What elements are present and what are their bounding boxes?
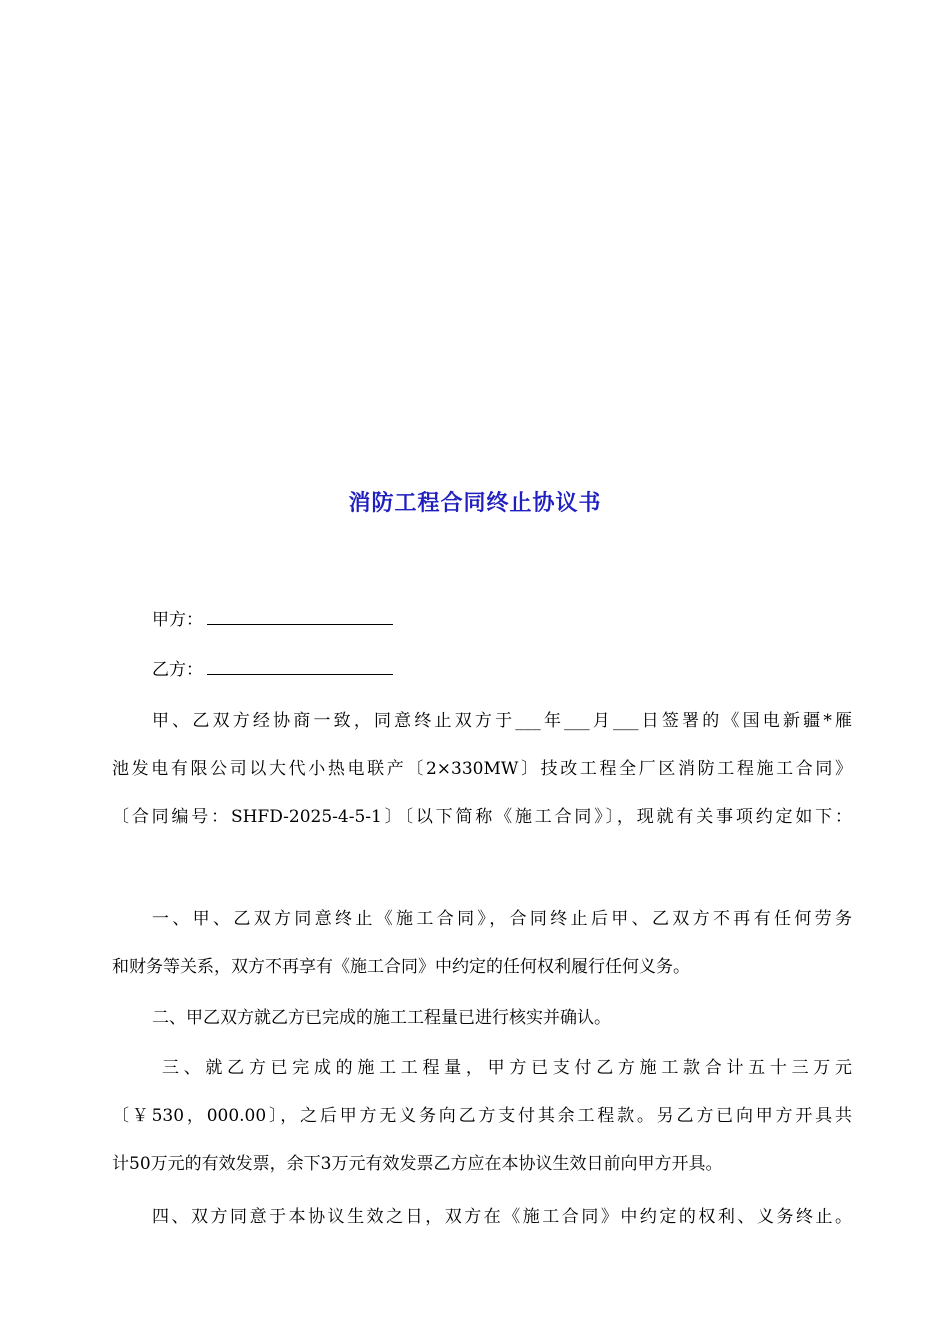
preamble-line-3: 〔合同编号：SHFD-2025-4-5-1〕〔以下简称《施工合同》〕，现就有关事项约定如下： — [112, 807, 852, 827]
clause-1-paragraph — [112, 895, 852, 991]
clause-1-line-1: 一、甲、乙双方同意终止《施工合同》，合同终止后甲、乙双方不再有任何劳务 — [152, 909, 852, 929]
party-b-label: 乙方： — [152, 660, 203, 680]
document-title: 消防工程合同终止协议书 — [348, 491, 602, 516]
clause-3-line-2: 〔￥530，000.00〕，之后甲方无义务向乙方支付其余工程款。另乙方已向甲方开具共 — [112, 1106, 852, 1126]
clause-3-line-3: 计50万元的有效发票，余下3万元有效发票乙方应在本协议生效日前向甲方开具。 — [112, 1154, 723, 1174]
preamble-line-1: 甲、乙双方经协商一致，同意终止双方于___年___月___日签署的《国电新疆*雁 — [152, 711, 852, 731]
party-a-row — [152, 606, 393, 634]
clause-2-line-1: 二、甲乙双方就乙方已完成的施工工程量已进行核实并确认。 — [152, 1008, 611, 1028]
party-b-row — [152, 656, 393, 684]
party-a-blank — [207, 610, 393, 625]
preamble-paragraph — [112, 697, 852, 841]
clause-3-line-1: 三、就乙方已完成的施工工程量，甲方已支付乙方施工款合计五十三万元 — [162, 1058, 852, 1078]
clause-1-line-2: 和财务等关系，双方不再享有《施工合同》中约定的任何权利履行任何义务。 — [112, 957, 690, 977]
party-a-label: 甲方： — [152, 610, 203, 630]
clause-4-paragraph — [112, 1193, 852, 1241]
clause-4-line-1: 四、双方同意于本协议生效之日，双方在《施工合同》中约定的权利、义务终止。 — [152, 1207, 852, 1227]
preamble-line-2: 池发电有限公司以大代小热电联产〔2×330MW〕技改工程全厂区消防工程施工合同》 — [112, 759, 852, 779]
party-b-blank — [207, 660, 393, 675]
clause-2-paragraph — [112, 994, 852, 1042]
clause-3-paragraph — [112, 1044, 852, 1188]
